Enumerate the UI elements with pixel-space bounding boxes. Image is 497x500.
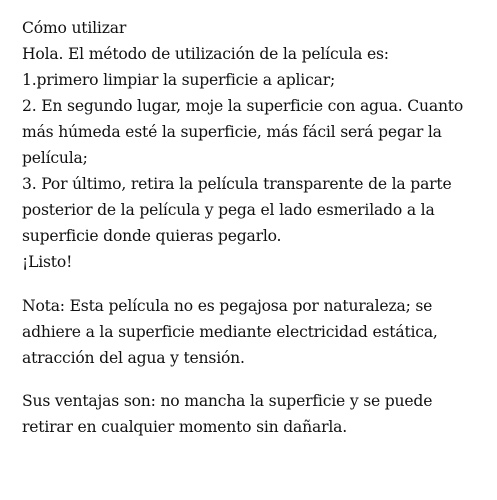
instruction-line: Hola. El método de utilización de la película es:: [22, 45, 389, 63]
advantages-section: [22, 388, 492, 440]
paragraph-spacer: [22, 275, 492, 293]
document-title: Cómo utilizar: [22, 19, 127, 37]
instruction-line: más húmeda esté la superficie, más fácil será pegar la: [22, 123, 442, 141]
instruction-line: 1.primero limpiar la superficie a aplicar;: [22, 71, 336, 89]
instruction-line: 3. Por último, retira la película transparente de la parte: [22, 175, 452, 193]
note-line: Nota: Esta película no es pegajosa por naturaleza; se: [22, 297, 433, 315]
note-section: [22, 293, 492, 371]
instruction-line: película;: [22, 149, 88, 167]
document-body: [22, 15, 492, 440]
instruction-line: ¡Listo!: [22, 253, 73, 271]
note-line: atracción del agua y tensión.: [22, 349, 245, 367]
instruction-line: superficie donde quieras pegarlo.: [22, 227, 282, 245]
advantages-line: Sus ventajas son: no mancha la superficie y se puede: [22, 392, 433, 410]
note-line: adhiere a la superficie mediante electricidad estática,: [22, 323, 438, 341]
advantages-line: retirar en cualquier momento sin dañarla.: [22, 418, 347, 436]
paragraph-spacer: [22, 371, 492, 388]
instructions-section: [22, 41, 492, 275]
instruction-line: 2. En segundo lugar, moje la superficie con agua. Cuanto: [22, 97, 464, 115]
instruction-line: posterior de la película y pega el lado esmerilado a la: [22, 201, 435, 219]
